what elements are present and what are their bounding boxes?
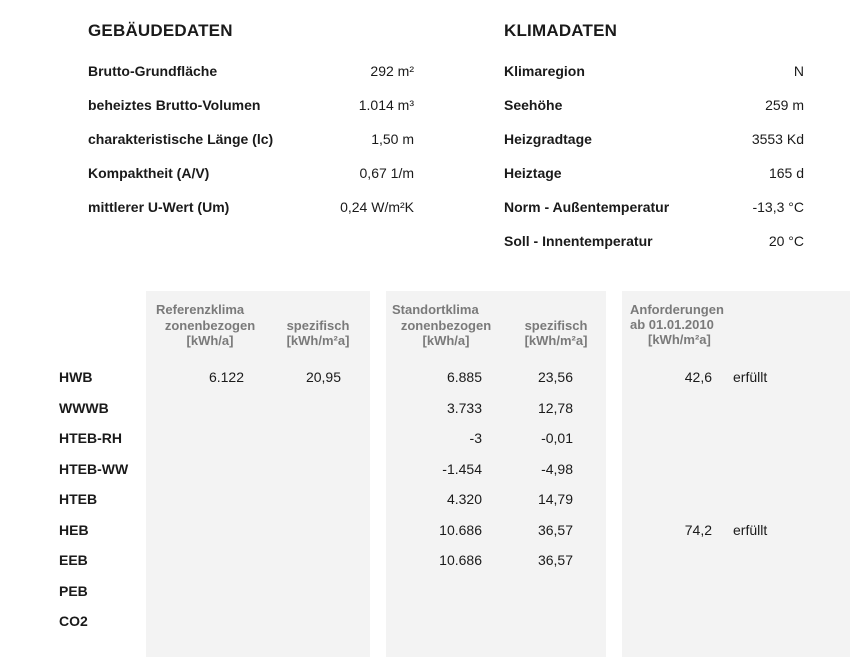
standort-spez-header	[510, 318, 602, 348]
climate-row-label: Heizgradtage	[504, 131, 592, 147]
anforderung-unit: [kWh/m²a]	[648, 332, 711, 347]
standort-zonen-header	[390, 318, 502, 348]
std-zonen-cell: 6.885	[446, 369, 482, 385]
climate-row-value: N	[793, 63, 804, 79]
anforderung-title: Anforderungen	[630, 302, 724, 317]
referenz-zonen-label: zonenbezogen	[164, 318, 256, 333]
std-spez-cell: 36,57	[537, 552, 573, 568]
std-spez-cell: 12,78	[537, 400, 573, 416]
energy-row-label: HTEB	[59, 491, 98, 507]
climate-row-label: Seehöhe	[504, 97, 563, 113]
building-row-value: 1,50 m	[371, 131, 414, 147]
std-zonen-cell: 10.686	[439, 552, 482, 568]
anforderung-cell: 42,6	[684, 369, 712, 385]
climate-data-heading: KLIMADATEN	[504, 21, 618, 40]
climate-row	[504, 63, 804, 81]
climate-row-label: Soll - Innentemperatur	[504, 233, 653, 249]
climate-row-value: -13,3 °C	[752, 199, 804, 215]
building-row-label: Brutto-Grundfläche	[88, 63, 218, 79]
climate-row-value: 3553 Kd	[751, 131, 804, 147]
building-row-label: beheiztes Brutto-Volumen	[88, 97, 261, 113]
climate-row-value: 20 °C	[768, 233, 804, 249]
climate-row	[504, 233, 804, 251]
anforderung-header	[630, 302, 724, 347]
building-row-label: Kompaktheit (A/V)	[88, 165, 210, 181]
climate-row	[504, 131, 804, 149]
std-zonen-cell: 3.733	[446, 400, 482, 416]
referenz-spez-header	[272, 318, 364, 348]
building-row-value: 292 m²	[370, 63, 414, 79]
building-data-heading: GEBÄUDEDATEN	[88, 21, 233, 40]
referenz-spez-label: spezifisch	[286, 318, 350, 333]
building-row	[88, 97, 414, 115]
standort-zonen-label: zonenbezogen	[400, 318, 492, 333]
referenz-spez-unit: [kWh/m²a]	[286, 333, 350, 348]
std-zonen-cell: -1.454	[442, 461, 482, 477]
anforderung-cell: 74,2	[684, 522, 712, 538]
energy-row-label: HTEB-WW	[59, 461, 129, 477]
referenz-title: Referenzklima	[156, 302, 245, 317]
ref-spez-cell: 20,95	[305, 369, 341, 385]
status-cell: erfüllt	[733, 522, 768, 538]
climate-row	[504, 97, 804, 115]
energy-row-label: HEB	[59, 522, 89, 538]
climate-row-label: Norm - Außentemperatur	[504, 199, 670, 215]
standort-title: Standortklima	[392, 302, 479, 317]
std-spez-cell: -4,98	[541, 461, 573, 477]
building-row	[88, 63, 414, 81]
std-spez-cell: 23,56	[537, 369, 573, 385]
climate-row-label: Heiztage	[504, 165, 562, 181]
building-row-label: mittlerer U-Wert (Um)	[88, 199, 230, 215]
climate-row	[504, 165, 804, 183]
climate-row	[504, 199, 804, 217]
referenz-zonen-unit: [kWh/a]	[186, 333, 234, 348]
energy-row-label: HWB	[59, 369, 93, 385]
std-zonen-cell: 10.686	[439, 522, 482, 538]
building-row-value: 0,67 1/m	[359, 165, 414, 181]
std-spez-cell: -0,01	[541, 430, 573, 446]
building-row	[88, 199, 414, 217]
climate-row-label: Klimaregion	[504, 63, 585, 79]
climate-row-value: 259 m	[765, 97, 804, 113]
standort-spez-unit: [kWh/m²a]	[524, 333, 588, 348]
ref-zonen-cell: 6.122	[208, 369, 244, 385]
anforderung-date: ab 01.01.2010	[630, 317, 714, 332]
standort-zonen-unit: [kWh/a]	[422, 333, 470, 348]
building-row-value: 1.014 m³	[358, 97, 414, 113]
referenz-zonen-header	[154, 318, 266, 348]
building-row	[88, 131, 414, 149]
std-zonen-cell: -3	[469, 430, 482, 446]
std-spez-cell: 14,79	[537, 491, 573, 507]
energy-row-label: WWWB	[59, 400, 109, 416]
status-cell: erfüllt	[733, 369, 768, 385]
building-row-value: 0,24 W/m²K	[340, 199, 414, 215]
energy-row-label: EEB	[59, 552, 88, 568]
standort-spez-label: spezifisch	[524, 318, 588, 333]
std-zonen-cell: 4.320	[446, 491, 482, 507]
std-spez-cell: 36,57	[537, 522, 573, 538]
building-row	[88, 165, 414, 183]
climate-row-value: 165 d	[768, 165, 804, 181]
energy-row-label: PEB	[59, 583, 88, 599]
building-row-label: charakteristische Länge (lc)	[88, 131, 274, 147]
energy-row-label: CO2	[59, 613, 88, 629]
energy-row-label: HTEB-RH	[59, 430, 122, 446]
